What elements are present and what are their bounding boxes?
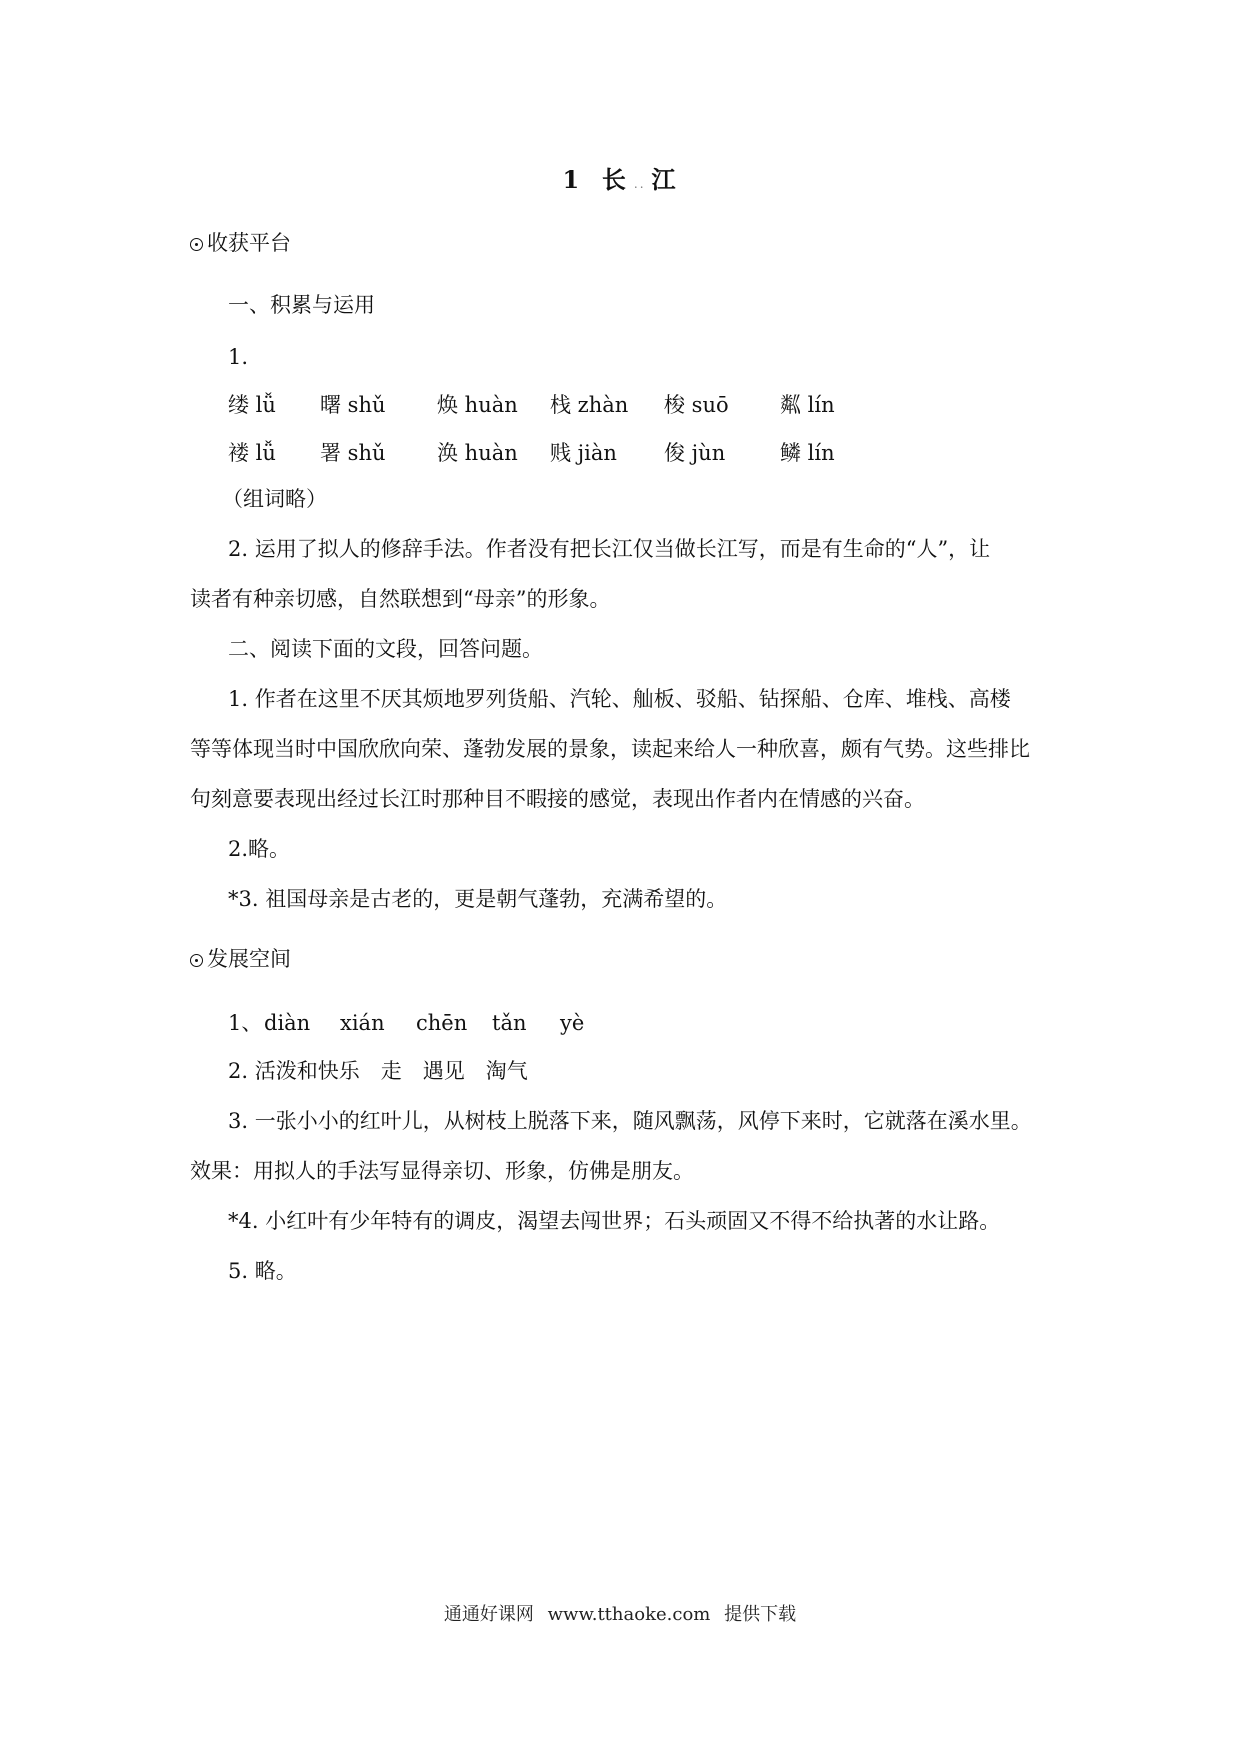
pinyin-item: diàn: [264, 1011, 311, 1035]
q1-note: （组词略）: [222, 487, 327, 511]
title-word-1: 长: [601, 165, 628, 194]
q1-label: 1.: [228, 345, 249, 369]
page-footer: [0, 1600, 1240, 1626]
pinyin-cell: 涣 huàn: [437, 441, 518, 465]
pinyin-cell: 曙 shǔ: [320, 393, 386, 417]
s2-q3-line-1: 3. 一张小小的红叶儿，从树枝上脱落下来，随风飘荡，风停下来时，它就落在溪水里。: [228, 1109, 1032, 1133]
pinyin-cell: 缕 lǚ: [228, 393, 276, 417]
s2-q3-line-2: 效果：用拟人的手法写显得亲切、形象，仿佛是朋友。: [190, 1159, 694, 1183]
pinyin-cell: 俊 jùn: [664, 441, 726, 465]
pinyin-item: xián: [340, 1011, 385, 1035]
footer-url: www.tthaoke.com: [547, 1604, 711, 1625]
s2-q5-line: 5. 略。: [228, 1259, 297, 1283]
pinyin-item: tǎn: [492, 1011, 527, 1035]
r3-line: *3. 祖国母亲是古老的，更是朝气蓬勃，充满希望的。: [228, 887, 728, 911]
title-number: 1: [562, 165, 582, 194]
section-heading-harvest: 收获平台: [190, 228, 291, 258]
pinyin-cell: 栈 zhàn: [550, 393, 629, 417]
q2-line-2: 读者有种亲切感，自然联想到“母亲”的形象。: [190, 587, 611, 611]
pinyin-cell: 署 shǔ: [320, 441, 386, 465]
s2-q2-line: 2. 活泼和快乐 走 遇见 淘气: [228, 1059, 528, 1083]
part2-heading: 二、阅读下面的文段，回答问题。: [228, 637, 543, 661]
pinyin-cell: 贱 jiàn: [550, 441, 617, 465]
section-heading-development: 发展空间: [190, 944, 291, 974]
r2-line: 2.略。: [228, 837, 291, 861]
s2-q1-label: 1、: [228, 1011, 263, 1035]
title-word-2: 江: [651, 165, 678, 194]
title-dots: ..: [633, 177, 646, 191]
footer-site-name: 通通好课网: [443, 1604, 534, 1625]
footer-suffix: 提供下载: [724, 1604, 797, 1625]
pinyin-cell: 粼 lín: [780, 393, 835, 417]
pinyin-cell: 焕 huàn: [437, 393, 518, 417]
circle-dot-icon: [190, 954, 203, 967]
r1-line-1: 1. 作者在这里不厌其烦地罗列货船、汽轮、舢板、驳船、钻探船、仓库、堆栈、高楼: [228, 687, 1011, 711]
page-title: [0, 160, 1240, 195]
s2-q4-line: *4. 小红叶有少年特有的调皮，渴望去闯世界；石头顽固又不得不给执著的水让路。: [228, 1209, 1001, 1233]
pinyin-item: chēn: [416, 1011, 468, 1035]
pinyin-cell: 褛 lǚ: [228, 441, 276, 465]
pinyin-cell: 鳞 lín: [780, 441, 835, 465]
part1-heading: 一、积累与运用: [228, 293, 375, 317]
pinyin-cell: 梭 suō: [664, 393, 729, 417]
q2-line-1: 2. 运用了拟人的修辞手法。作者没有把长江仅当做长江写，而是有生命的“人”，让: [228, 537, 991, 561]
r1-line-2: 等等体现当时中国欣欣向荣、蓬勃发展的景象，读起来给人一种欣喜，颇有气势。这些排比: [190, 737, 1030, 761]
pinyin-item: yè: [560, 1011, 585, 1035]
circle-dot-icon: [190, 238, 203, 251]
r1-line-3: 句刻意要表现出经过长江时那种目不暇接的感觉，表现出作者内在情感的兴奋。: [190, 787, 925, 811]
